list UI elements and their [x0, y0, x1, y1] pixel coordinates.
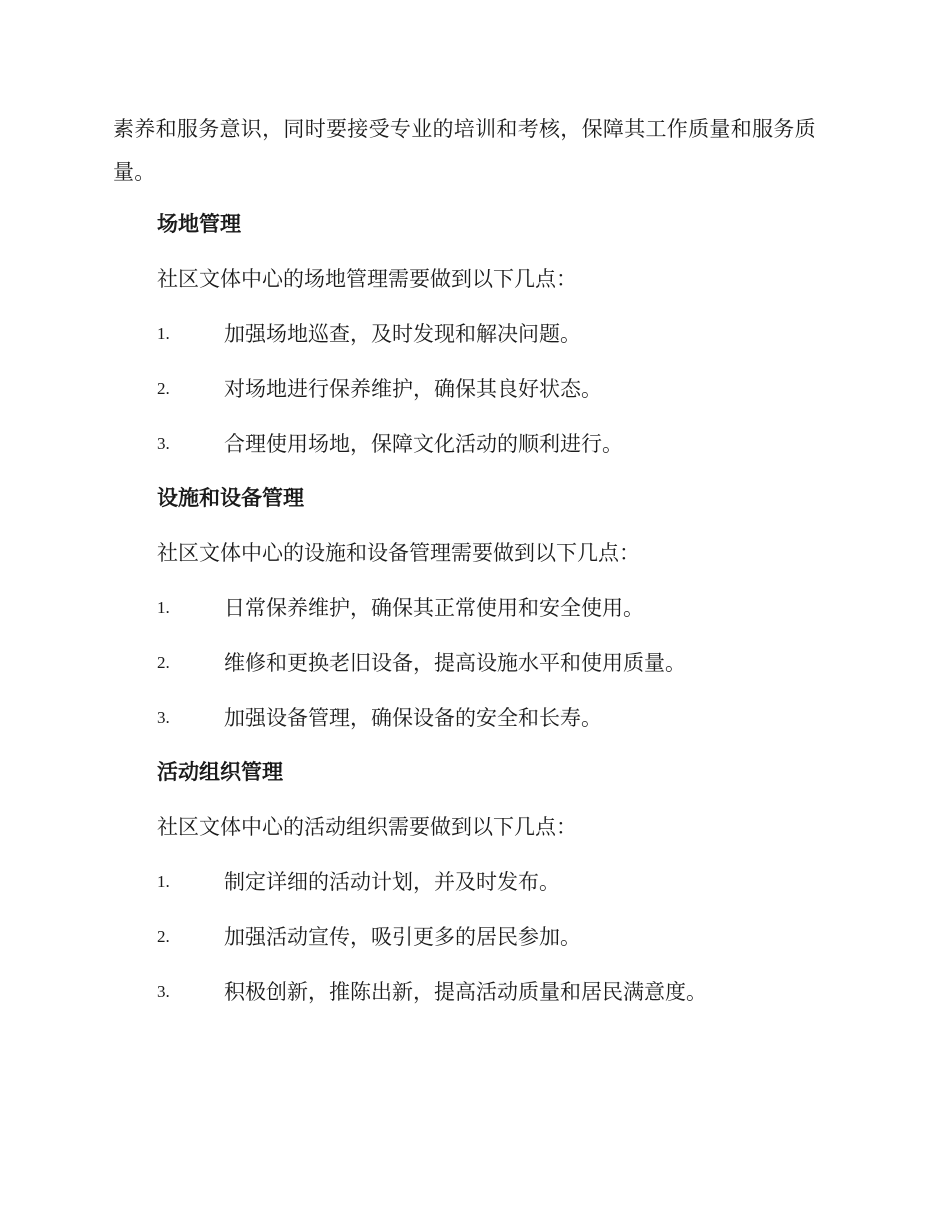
- list-item-text: 积极创新，推陈出新，提高活动质量和居民满意度。: [224, 980, 707, 1004]
- list-item-text: 制定详细的活动计划，并及时发布。: [224, 870, 560, 894]
- list-item-text: 合理使用场地，保障文化活动的顺利进行。: [224, 432, 623, 456]
- section-heading-activities: 活动组织管理: [157, 759, 283, 784]
- list-item-text: 日常保养维护，确保其正常使用和安全使用。: [224, 596, 644, 620]
- section-heading-venue: 场地管理: [157, 211, 241, 236]
- list-item-number: 3.: [157, 708, 170, 727]
- list-item-number: 2.: [157, 927, 170, 946]
- section-heading-facilities: 设施和设备管理: [157, 485, 304, 510]
- list-item-number: 1.: [157, 324, 170, 343]
- list-item-number: 3.: [157, 982, 170, 1001]
- list-item-number: 3.: [157, 434, 170, 453]
- section-intro-facilities: 社区文体中心的设施和设备管理需要做到以下几点：: [157, 541, 640, 565]
- section-intro-venue: 社区文体中心的场地管理需要做到以下几点：: [157, 267, 577, 291]
- list-item-text: 加强活动宣传，吸引更多的居民参加。: [224, 925, 581, 949]
- list-item-text: 加强设备管理，确保设备的安全和长寿。: [224, 706, 602, 730]
- list-item-text: 维修和更换老旧设备，提高设施水平和使用质量。: [224, 651, 686, 675]
- list-item-number: 1.: [157, 598, 170, 617]
- list-item-number: 2.: [157, 379, 170, 398]
- section-intro-activities: 社区文体中心的活动组织需要做到以下几点：: [157, 815, 577, 839]
- list-item-text: 加强场地巡查，及时发现和解决问题。: [224, 322, 581, 346]
- list-item-number: 1.: [157, 872, 170, 891]
- intro-paragraph: 素养和服务意识，同时要接受专业的培训和考核，保障其工作质量和服务质量。: [113, 117, 816, 184]
- list-item-number: 2.: [157, 653, 170, 672]
- list-item-text: 对场地进行保养维护，确保其良好状态。: [224, 377, 602, 401]
